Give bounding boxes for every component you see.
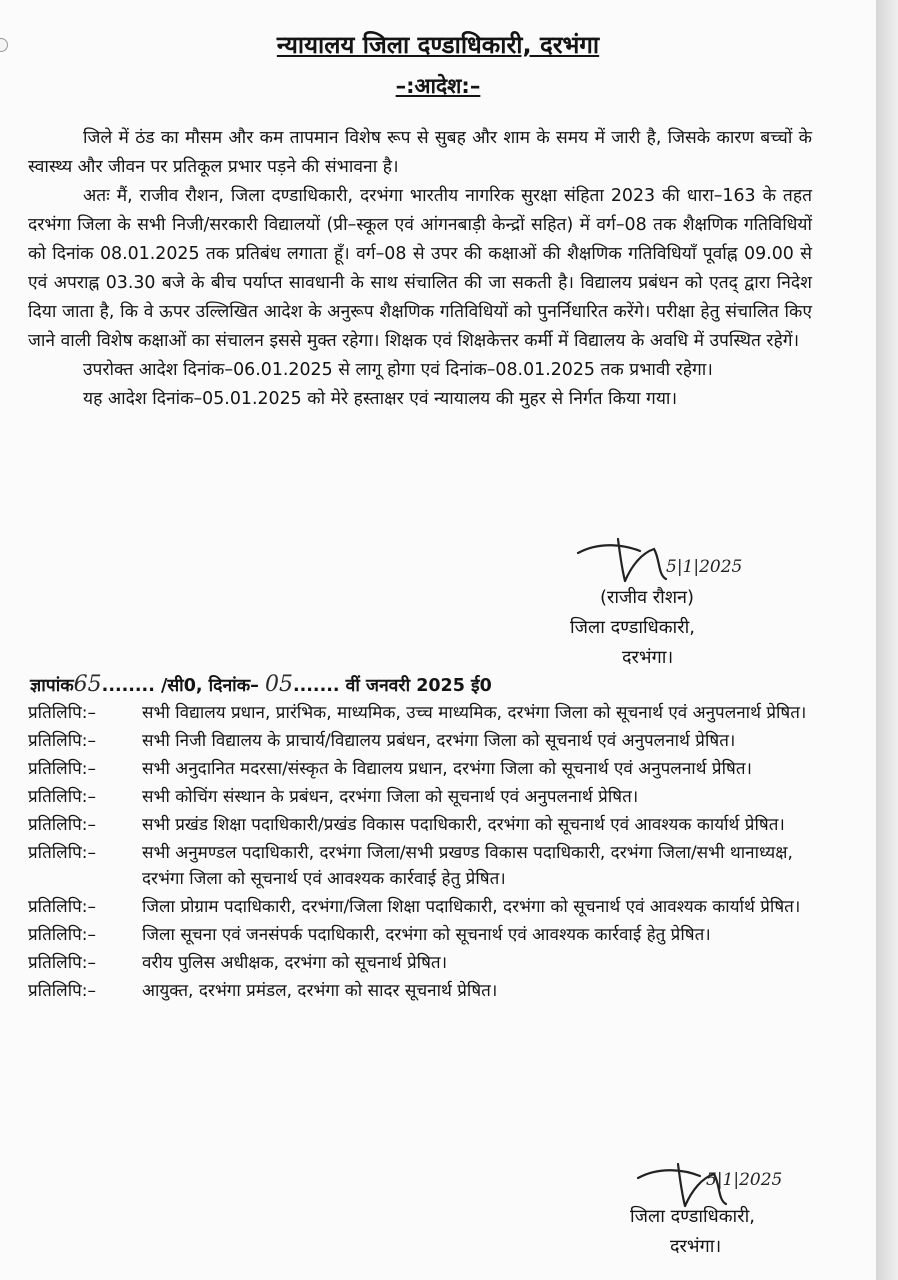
memo-mid: /सी0, दिनांक–	[160, 676, 259, 696]
copy-list	[28, 700, 818, 1006]
list-item: प्रतिलिपि:– सभी निजी विद्यालय के प्राचार्य/विद्यालय प्रबंधन, दरभंगा जिला को सूचनार्थ एवं अनुपलनार्थ प्रेषित।	[28, 731, 736, 751]
signer-name: (राजीव रौशन)	[600, 587, 695, 608]
signer-designation: जिला दण्डाधिकारी,	[630, 1206, 755, 1227]
paragraph-2: अतः मैं, राजीव रौशन, जिला दण्डाधिकारी, दरभंगा भारतीय नागरिक सुरक्षा संहिता 2023 की धारा–163 के तहत दरभंगा जिला के सभी निजी/सरकारी विद्यालयों (प्री–स्कूल एवं आंगनबाड़ी केन्द्रों सहित) में वर्ग–08 तक शैक्षणिक गतिविधियों को दिनांक 08.01.2025 तक प्रतिबंध लगाता हूँ। वर्ग–08 से उपर की कक्षाओं की शैक्षणिक गतिविधियाँ पूर्वाह्न 09.00 से एवं अपराह्न 03.30 बजे के बीच पर्याप्त सावधानी के साथ संचालित की जा सकती है। विद्यालय प्रबंधन को एतद् द्वारा निदेश दिया जाता है, कि वे ऊपर उल्लिखित आदेश के अनुरूप शैक्षणिक गतिविधियों को पुनर्निधारित करेंगे। परीक्षा हेतु संचालित किए जाने वाली विशेष कक्षाओं का संचालन इससे मुक्त रहेगा। शिक्षक एवं शिक्षकेत्तर कर्मी में विद्यालय के अवधि में उपस्थित रहेगें।	[28, 186, 812, 351]
memo-line	[30, 672, 492, 697]
signature-date: 5|1|2025	[666, 557, 743, 577]
paragraph-1: जिले में ठंड का मौसम और कम तापमान विशेष रूप से सुबह और शाम के समय में जारी है, जिसके कारण बच्चों के स्वास्थ्य और जीवन पर प्रतिकूल प्रभार पड़ने की संभावना है।	[28, 128, 812, 177]
memo-prefix: ज्ञापांक	[30, 676, 74, 696]
list-item: प्रतिलिपि:– आयुक्त, दरभंगा प्रमंडल, दरभंगा को सादर सूचनार्थ प्रेषित।	[28, 981, 498, 1001]
signer-designation: जिला दण्डाधिकारी,	[570, 617, 695, 638]
list-item: प्रतिलिपि:– सभी अनुमण्डल पदाधिकारी, दरभंगा जिला/सभी प्रखण्ड विकास पदाधिकारी, दरभंगा जिला/सभी थानाध्यक्ष, दरभंगा जिला को सूचनार्थ एवं आवश्यक कार्रवाई हेतु प्रेषित।	[28, 843, 793, 889]
paragraph-4: यह आदेश दिनांक–05.01.2025 को मेरे हस्ताक्षर एवं न्यायालय की मुहर से निर्गत किया गया।	[83, 389, 678, 409]
list-item: प्रतिलिपि:– सभी कोचिंग संस्थान के प्रबंधन, दरभंगा जिला को सूचनार्थ एवं अनुपलनार्थ प्रेषित।	[28, 787, 639, 807]
memo-dots-2: .......	[292, 676, 340, 696]
list-item: प्रतिलिपि:– सभी विद्यालय प्रधान, प्रारंभिक, माध्यमिक, उच्च माध्यमिक, दरभंगा जिला को सूचनार्थ एवं अनुपलनार्थ प्रेषित।	[28, 703, 807, 723]
signer-place: दरभंगा।	[670, 1236, 722, 1257]
signer-place: दरभंगा।	[622, 647, 674, 668]
page-edge	[876, 0, 898, 1280]
list-item: प्रतिलिपि:– वरीय पुलिस अधीक्षक, दरभंगा को सूचनार्थ प्रेषित।	[28, 953, 448, 973]
memo-day: 05	[264, 672, 293, 697]
memo-suffix: वीं जनवरी 2025 ई0	[345, 676, 492, 696]
signature-date: 5|1|2025	[706, 1170, 783, 1190]
list-item: प्रतिलिपि:– जिला प्रोग्राम पदाधिकारी, दरभंगा/जिला शिक्षा पदाधिकारी, दरभंगा को सूचनार्थ एवं आवश्यक कार्यार्थ प्रेषित।	[28, 897, 801, 917]
memo-number: 65	[73, 672, 102, 697]
paragraph-3: उपरोक्त आदेश दिनांक–06.01.2025 से लागू होगा एवं दिनांक–08.01.2025 तक प्रभावी रहेगा।	[83, 360, 713, 380]
order-heading: –:आदेश:–	[395, 74, 481, 98]
court-title: न्यायालय जिला दण्डाधिकारी, दरभंगा	[276, 31, 600, 59]
list-item: प्रतिलिपि:– जिला सूचना एवं जनसंपर्क पदाधिकारी, दरभंगा को सूचनार्थ एवं आवश्यक कार्रवाई हेतु प्रेषित।	[28, 925, 711, 945]
list-item: प्रतिलिपि:– सभी प्रखंड शिक्षा पदाधिकारी/प्रखंड विकास पदाधिकारी, दरभंगा को सूचनार्थ एवं आवश्यक कार्यार्थ प्रेषित।	[28, 815, 785, 835]
list-item: प्रतिलिपि:– सभी अनुदानित मदरसा/संस्कृत के विद्यालय प्रधान, दरभंगा जिला को सूचनार्थ एवं अनुपलनार्थ प्रेषित।	[28, 759, 752, 779]
order-body	[28, 124, 812, 414]
memo-dots-1: ........	[101, 676, 155, 696]
